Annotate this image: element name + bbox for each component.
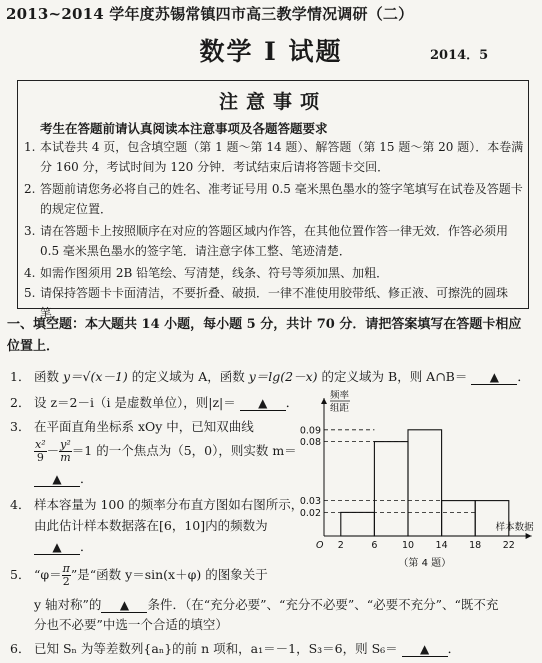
punctuation: ．: [517, 369, 530, 384]
question-4-line-2: [34, 517, 268, 535]
x-tick-label: 14: [435, 540, 448, 551]
notice-item-number: 5.: [24, 286, 36, 300]
question-5-line-3: [34, 616, 228, 634]
y-tick-label: 0.02: [299, 507, 321, 519]
answer-blank: ▲: [240, 396, 286, 411]
question-text: 已知 Sₙ 为等差数列{aₙ}的前 n 项和，a₁＝－1，S₃＝6，则 S₆＝: [34, 641, 398, 656]
question-text: “φ＝: [34, 567, 62, 582]
y-tick-label: 0.08: [299, 437, 321, 449]
question-5-line-2: [34, 596, 498, 614]
notice-item: [24, 221, 524, 261]
y-axis-arrow: [321, 398, 327, 404]
y-tick-label: 0.03: [299, 496, 321, 508]
punctuation: ．: [80, 539, 93, 554]
question-number: 6．: [10, 641, 31, 656]
x-axis-arrow: [526, 533, 532, 539]
punctuation: ．: [285, 395, 299, 410]
histogram-bar: [442, 501, 476, 536]
question-4: [10, 496, 303, 514]
notice-box: [17, 80, 529, 320]
answer-blank: ▲: [34, 540, 80, 555]
section-heading: 一、填空题：本大题共 14 小题，每小题 5 分，共计 70 分．请把答案填写在答题卡相应位置上．: [7, 317, 522, 354]
y-axis-label: 频率: [330, 390, 350, 401]
question-text: 由此估计样本数据落在[6，10]内的频数为: [34, 518, 268, 533]
question-number: 1．: [10, 369, 31, 384]
histogram-bars: [341, 430, 509, 536]
notice-subtitle: 考生在答题前请认真阅读本注意事项及各题答题要求: [40, 121, 328, 136]
y-axis-label: 组距: [330, 403, 350, 414]
formula: y＝lg(2－x): [248, 369, 318, 384]
question-6: [10, 640, 460, 658]
x-tick-label: 18: [469, 540, 482, 551]
fraction: [62, 563, 71, 588]
x-tick-label: 10: [401, 540, 415, 551]
notice-item-number: 3.: [24, 224, 36, 238]
notice-item-text: 请保持答题卡卡面清洁，不要折叠、破损．一律不准使用胶带纸、修正液、可擦洗的圆珠笔．: [40, 286, 509, 320]
notice-item-text: 请在答题卡上按照顺序在对应的答题区域内作答，在其他位置作答一律无效．作答必须用 0.5 毫米黑色墨水的签字笔．请注意字体工整、笔迹清楚．: [40, 224, 509, 258]
question-text: 的定义域为 A，函数: [127, 369, 249, 384]
notice-item-number: 4.: [24, 266, 36, 280]
question-3-line-3: [34, 470, 93, 488]
denominator: 2: [62, 575, 70, 588]
question-1: [10, 368, 530, 386]
question-number: 5．: [10, 567, 31, 582]
y-tick-label: 0.09: [299, 425, 321, 437]
question-text: 设 z＝2－i（i 是虚数单位），则|z|＝: [34, 395, 236, 410]
answer-blank: ▲: [101, 598, 147, 613]
notice-item-text: 如需作图须用 2B 铅笔绘、写清楚，线条、符号等须加黑、加粗．: [40, 266, 389, 280]
punctuation: ．: [447, 641, 461, 656]
x-tick-label: 22: [502, 540, 515, 551]
formula: y＝√(x－1): [62, 369, 128, 384]
question-text: ＝1 的一个焦点为（5，0），则实数 m＝: [71, 443, 297, 458]
x-tick-label: 6: [371, 540, 378, 551]
question-text: 在平面直角坐标系 xOy 中，已知双曲线: [34, 419, 254, 434]
numerator: π: [62, 562, 70, 575]
notice-item: [24, 179, 524, 219]
answer-blank: ▲: [34, 472, 80, 487]
question-number: 2．: [10, 395, 31, 410]
notice-item: [24, 263, 524, 283]
notice-item-number: 2.: [24, 182, 36, 196]
denominator: m: [60, 451, 71, 464]
question-text: y 轴对称”的: [34, 597, 102, 612]
punctuation: ．: [80, 471, 93, 486]
fraction: [34, 439, 47, 464]
dashed-reference-lines: [324, 430, 475, 513]
denominator: 9: [36, 451, 44, 464]
notice-item-text: 本试卷共 4 页，包含填空题（第 1 题～第 14 题）、解答题（第 15 题～第 20 题）．本卷满分 160 分，考试时间为 120 分钟．考试结束后请将答题卡交回．: [40, 140, 524, 174]
question-number: 3．: [10, 419, 31, 434]
question-text: 函数: [34, 369, 63, 384]
histogram-bar: [341, 512, 375, 536]
numerator: x²: [35, 438, 46, 451]
question-number: 4．: [10, 497, 31, 512]
notice-item-text: 答题前请您务必将自己的姓名、准考证号用 0.5 毫米黑色墨水的签字笔填写在试卷及答题卡的规定位置．: [40, 182, 523, 216]
question-text: ”是“函数 y＝sin(x＋φ) 的图象关于: [70, 567, 268, 582]
x-axis-label: 样本数据: [495, 522, 534, 533]
question-4-line-3: [34, 538, 93, 556]
fraction: [59, 439, 72, 464]
page-title: 数学 I 试题: [199, 37, 343, 66]
chart-caption: （第 4 题）: [398, 558, 452, 568]
notice-item: [24, 137, 524, 177]
notice-title: 注意事项: [218, 91, 327, 113]
notice-item-number: 1.: [24, 140, 36, 154]
exam-header: 2013~2014 学年度苏锡常镇四市高三教学情况调研（二）: [6, 5, 414, 23]
question-text: 样本容量为 100 的频率分布直方图如右图所示，: [34, 497, 304, 512]
question-3-line-2: $\frac{\text{x²}}{9}$ － $\frac{\text{y²}}{m}$ ＝1 的一个焦点为（5，0），则实数 m＝: [35, 438, 297, 464]
histogram-chart: [296, 390, 536, 568]
question-text: 条件．（在“充分必要”、“充分不必要”、“必要不充分”、“既不充: [147, 597, 499, 612]
answer-blank: ▲: [402, 642, 448, 657]
x-tick-label: 2: [337, 540, 344, 551]
question-text: 的定义域为 B，则 A∩B＝: [317, 369, 468, 384]
numerator: y²: [60, 438, 71, 451]
histogram-bar: [408, 430, 442, 536]
origin-label: O: [316, 540, 324, 551]
chart-axes: [321, 398, 532, 539]
answer-blank: ▲: [471, 370, 517, 385]
question-2: [10, 394, 298, 412]
exam-date: 2014．5: [430, 48, 489, 63]
question-3: [10, 418, 254, 436]
question-text: 分也不必要”中选一个合适的填空）: [34, 617, 228, 632]
question-5: [10, 562, 268, 588]
histogram-bar: [374, 442, 408, 536]
chart-labels: [300, 390, 534, 568]
